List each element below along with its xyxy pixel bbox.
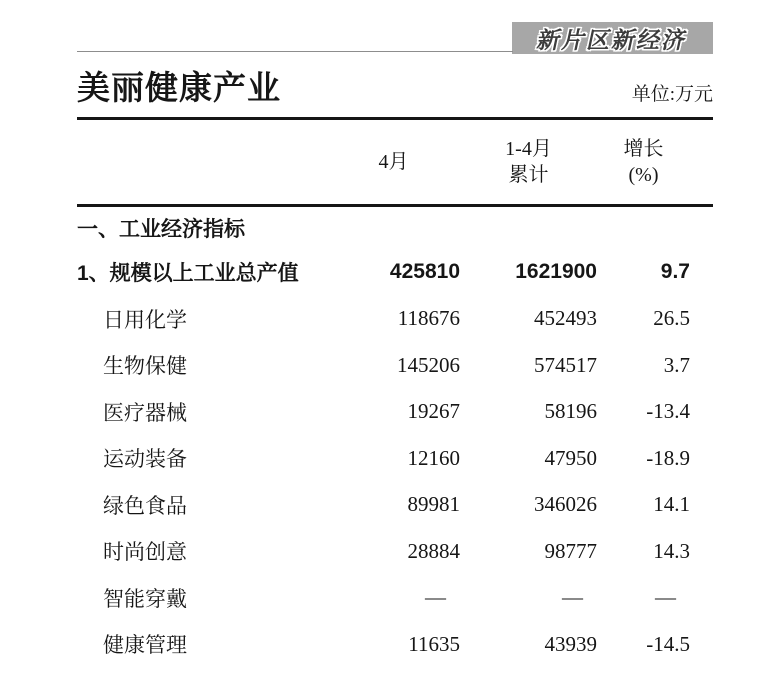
table-row: [77, 342, 713, 389]
value-cell-cumulative: 346026: [534, 492, 597, 517]
value-cell-cumulative: 1621900: [515, 260, 597, 284]
value-cell-month: [327, 206, 460, 250]
value-cell-month: 118676: [397, 306, 460, 331]
page-title: 美丽健康产业: [77, 71, 281, 107]
value-cell-month: 28884: [407, 538, 460, 563]
value-cell-month: 145206: [397, 352, 460, 377]
table-row: [77, 249, 713, 296]
table-row: [77, 482, 713, 529]
value-cell-growth: 14.3: [653, 538, 690, 563]
header-cell-growth: [597, 120, 713, 206]
row-label-cell: 医疗器械: [103, 400, 187, 425]
header-cell-label: [77, 120, 327, 206]
value-cell-month: 19267: [407, 399, 460, 424]
header-row: [77, 120, 713, 206]
header-growth-line1: 增长: [623, 138, 664, 160]
row-label-cell: 一、工业经济指标: [77, 218, 245, 241]
data-table: [77, 120, 713, 668]
row-label-cell: 生物保健: [103, 354, 187, 379]
value-cell-growth: -13.4: [646, 399, 690, 424]
header-growth-line2: (%): [628, 164, 659, 186]
table-body: [77, 206, 713, 668]
value-cell-month: 12160: [407, 445, 460, 470]
table-row: [77, 435, 713, 482]
header-cumulative-line1: 1-4月: [505, 138, 552, 160]
value-cell-growth: —: [655, 585, 676, 610]
header-month-line1: 4月: [378, 151, 409, 173]
table-row: [77, 575, 713, 622]
row-label-cell: 健康管理: [103, 633, 187, 658]
header-cell-month: [327, 120, 460, 206]
value-cell-cumulative: [460, 206, 597, 250]
value-cell-cumulative: 452493: [534, 306, 597, 331]
value-cell-growth: [597, 206, 713, 250]
value-cell-cumulative: 58196: [544, 399, 597, 424]
value-cell-growth: 9.7: [660, 260, 690, 284]
table-row: [77, 296, 713, 343]
row-label-cell: 1、规模以上工业总产值: [77, 262, 299, 286]
table-row: [77, 621, 713, 668]
value-cell-month: 425810: [389, 260, 460, 284]
value-cell-cumulative: —: [562, 585, 583, 610]
table-header: [77, 120, 713, 206]
value-cell-cumulative: 47950: [544, 445, 597, 470]
row-label-cell: 日用化学: [103, 307, 187, 332]
row-label-cell: 绿色食品: [103, 493, 187, 518]
badge-label: 新片区新经济: [534, 27, 690, 53]
value-cell-growth: -14.5: [646, 631, 690, 656]
value-cell-growth: -18.9: [646, 445, 690, 470]
value-cell-month: —: [425, 585, 446, 610]
value-cell-growth: 26.5: [653, 306, 690, 331]
unit-label: 单位:万元: [631, 83, 713, 105]
row-label-cell: 智能穿戴: [103, 586, 187, 611]
value-cell-cumulative: 574517: [534, 352, 597, 377]
table-row: [77, 206, 713, 250]
value-cell-growth: 3.7: [663, 352, 690, 377]
masthead: [77, 70, 713, 110]
header-cumulative-line2: 累计: [508, 164, 549, 186]
value-cell-cumulative: 43939: [544, 631, 597, 656]
value-cell-month: 11635: [408, 631, 460, 656]
row-label-cell: 时尚创意: [103, 540, 187, 565]
row-label-cell: 运动装备: [103, 447, 187, 472]
section-badge: [512, 22, 713, 54]
table-row: [77, 389, 713, 436]
header-cell-cumulative: [460, 120, 597, 206]
value-cell-cumulative: 98777: [544, 538, 597, 563]
table-row: [77, 528, 713, 575]
top-rule: [77, 51, 513, 52]
value-cell-month: 89981: [407, 492, 460, 517]
value-cell-growth: 14.1: [653, 492, 690, 517]
